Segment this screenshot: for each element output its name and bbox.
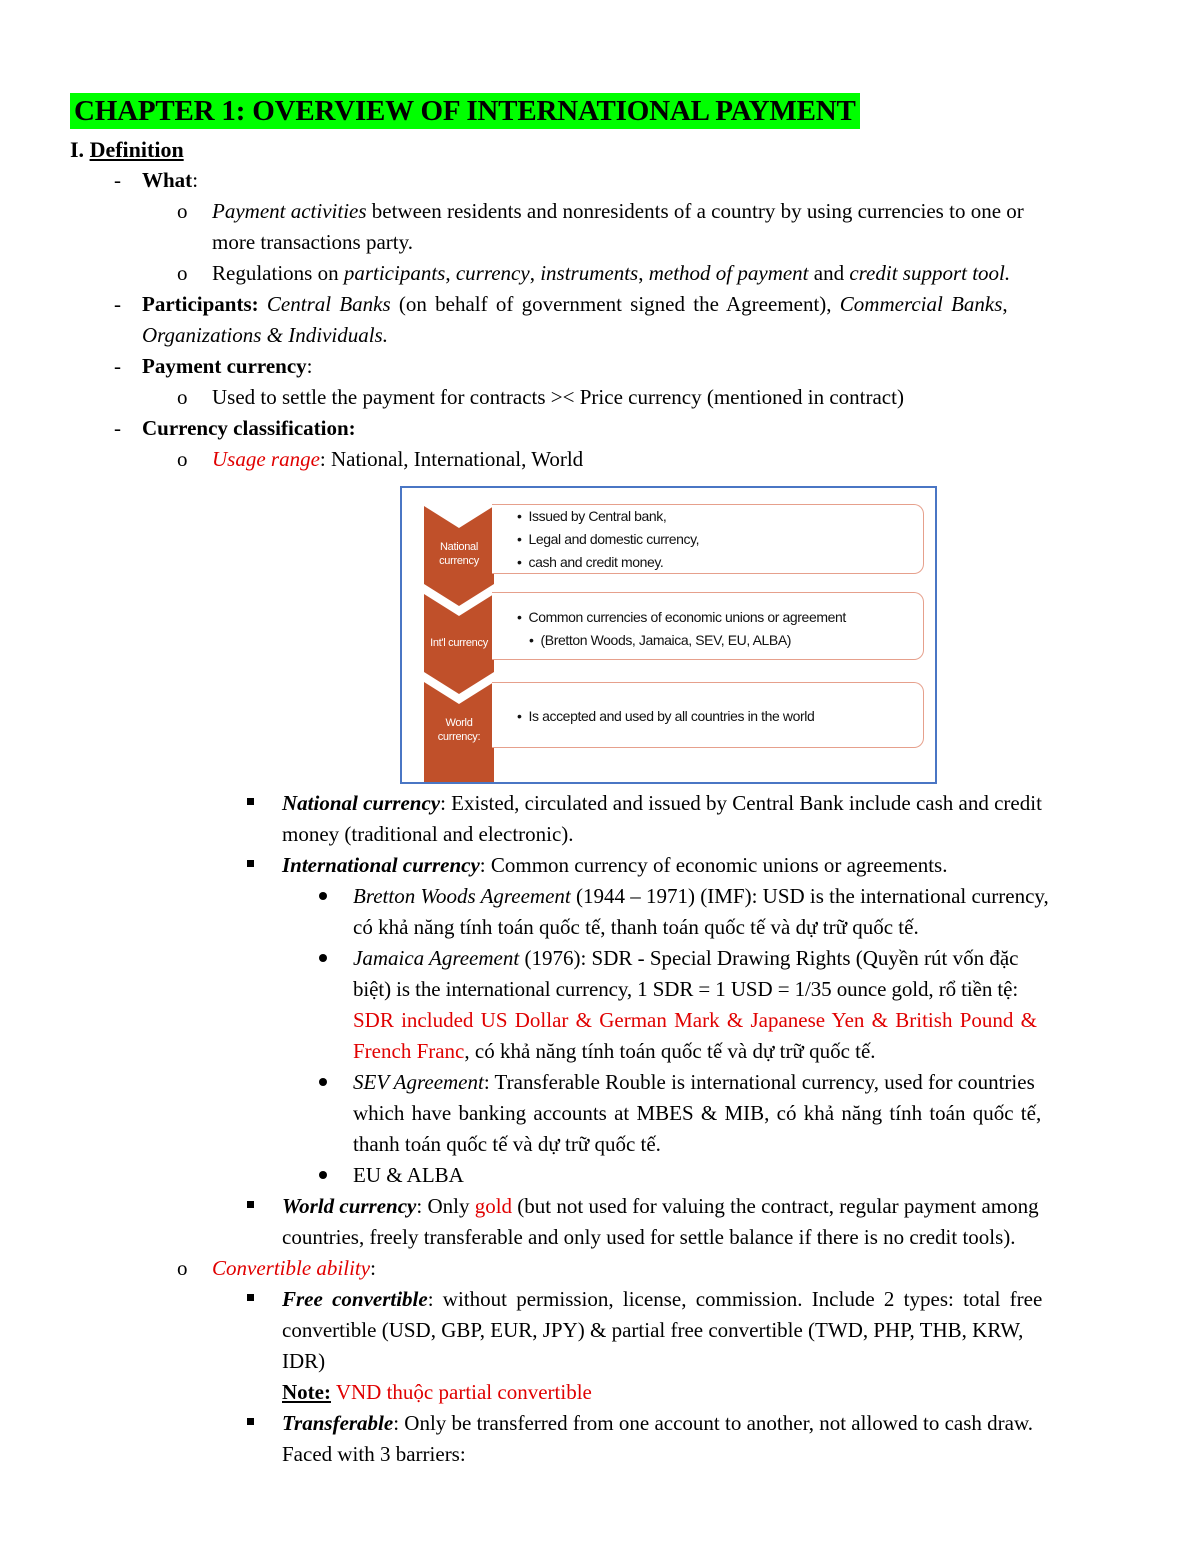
eu-alba-item: EU & ALBA [70,1160,1130,1191]
what-label: What [142,168,193,192]
payment-currency-row: - Payment currency: [114,354,313,378]
world-chevron: World currency: [424,682,494,782]
jamaica-item: Jamaica Agreement (1976): SDR - Special Drawing Rights (Quyền rút vốn đặc biệt) is the international currency, 1 SDR = 1 USD = 1/35 ounce gold, rổ tiền tệ: SDR included US Dollar & German Mark & Japanese Yen & British Pound & French Franc, có khả năng tính toán quốc tế và dự trữ quốc tế. [70,943,1130,1067]
world-currency-item: World currency: Only gold (but not used for valuing the contract, regular payment among countries, freely transferable and only used for settle balance if there is no credit tools). [70,1191,1130,1253]
transferable-item: Transferable: Only be transferred from one account to another, not allowed to cash draw. Faced with 3 barriers: [70,1408,1130,1470]
intl-chevron: Int'l currency [424,594,494,694]
section-heading [70,135,1130,165]
what-row: - What: [114,168,199,192]
what-item-2: o Regulations on participants, currency, instruments, method of payment and credit support tool. [177,261,1011,285]
classification-row: - Currency classification: [114,416,356,440]
international-currency-item: International currency: Common currency of economic unions or agreements. [70,850,1130,881]
bretton-woods-item: Bretton Woods Agreement (1944 – 1971) (IMF): USD is the international currency, có khả năng tính toán quốc tế, thanh toán quốc tế và dự trữ quốc tế. [70,881,1130,943]
payment-currency-item: o Used to settle the payment for contracts >< Price currency (mentioned in contract) [177,385,904,409]
section-number: I. [70,137,85,162]
free-convertible-item: Free convertible: without permission, license, commission. Include 2 types: total free convertible (USD, GBP, EUR, JPY) & partial free convertible (TWD, PHP, THB, KRW, IDR) Note: VND thuộc partial convertible [70,1284,1130,1408]
world-bullets: • Is accepted and used by all countries in the world [517,705,814,728]
intl-bullets: • Common currencies of economic unions or agreement • (Bretton Woods, Jamaica, SEV, EU, ALBA) [517,606,846,652]
usage-range-row: o Usage range: National, International, World [177,447,584,471]
participants-row: - Participants: Central Banks (on behalf of government signed the Agreement), Commercial Banks, Organizations & Individuals. [114,292,1008,347]
sev-item: SEV Agreement: Transferable Rouble is international currency, used for countries which have banking accounts at MBES & MIB, có khả năng tính toán quốc tế, thanh toán quốc tế và dự trữ quốc tế. [70,1067,1130,1160]
national-bullets: • Issued by Central bank, • Legal and domestic currency, • cash and credit money. [517,505,699,574]
national-currency-item: National currency: Existed, circulated and issued by Central Bank include cash and credit money (traditional and electronic). [70,788,1130,850]
currency-diagram [400,486,937,784]
what-item-1: o Payment activities between residents and nonresidents of a country by using currencies to one or more transactions party. [177,199,1024,254]
section-label: Definition [89,137,184,162]
chapter-title: CHAPTER 1: OVERVIEW OF INTERNATIONAL PAYMENT [70,93,860,129]
national-chevron: National currency [424,506,494,606]
convertible-row: o Convertible ability: [177,1256,376,1280]
